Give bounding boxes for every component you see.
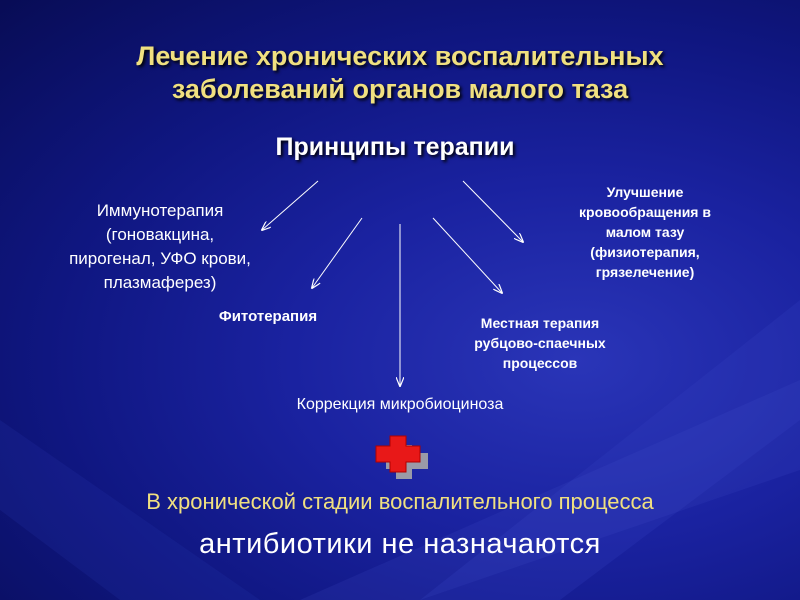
circulation-line-5: грязелечение): [595, 264, 695, 280]
immunotherapy-line-1: Иммунотерапия: [96, 201, 224, 220]
node-phytotherapy: Фитотерапия: [218, 308, 318, 325]
arrow-to-phytotherapy: [312, 218, 362, 288]
node-microbiocenosis: Коррекция микробиоциноза: [296, 396, 504, 413]
arrow-to-local-therapy: [433, 218, 502, 293]
circulation-line-1: Улучшение: [606, 184, 684, 200]
title-line-2: заболеваний органов малого таза: [171, 74, 629, 104]
footer-line-2: антибиотики не назначаются: [199, 528, 601, 560]
circulation-line-4: (физиотерапия,: [590, 244, 700, 260]
arrow-to-circulation: [463, 181, 523, 242]
circulation-line-3: малом тазу: [605, 224, 685, 240]
principles-heading: Принципы терапии: [275, 133, 515, 161]
title-line-1: Лечение хронических воспалительных: [136, 41, 664, 71]
circulation-line-2: кровообращения в: [579, 204, 711, 220]
red-cross-icon: [372, 432, 432, 480]
local-therapy-line-3: процессов: [502, 355, 578, 371]
immunotherapy-line-3: пирогенал, УФО крови,: [69, 249, 251, 268]
immunotherapy-line-4: плазмаферез): [103, 273, 217, 292]
immunotherapy-line-2: (гоновакцина,: [105, 225, 215, 244]
node-circulation: [545, 182, 745, 282]
node-immunotherapy: [30, 199, 290, 295]
local-therapy-line-2: рубцово-спаечных: [474, 335, 606, 351]
footer-line-1: В хронической стадии воспалительного процесса: [146, 489, 654, 514]
node-local-therapy: [440, 313, 640, 373]
local-therapy-line-1: Местная терапия: [480, 315, 600, 331]
